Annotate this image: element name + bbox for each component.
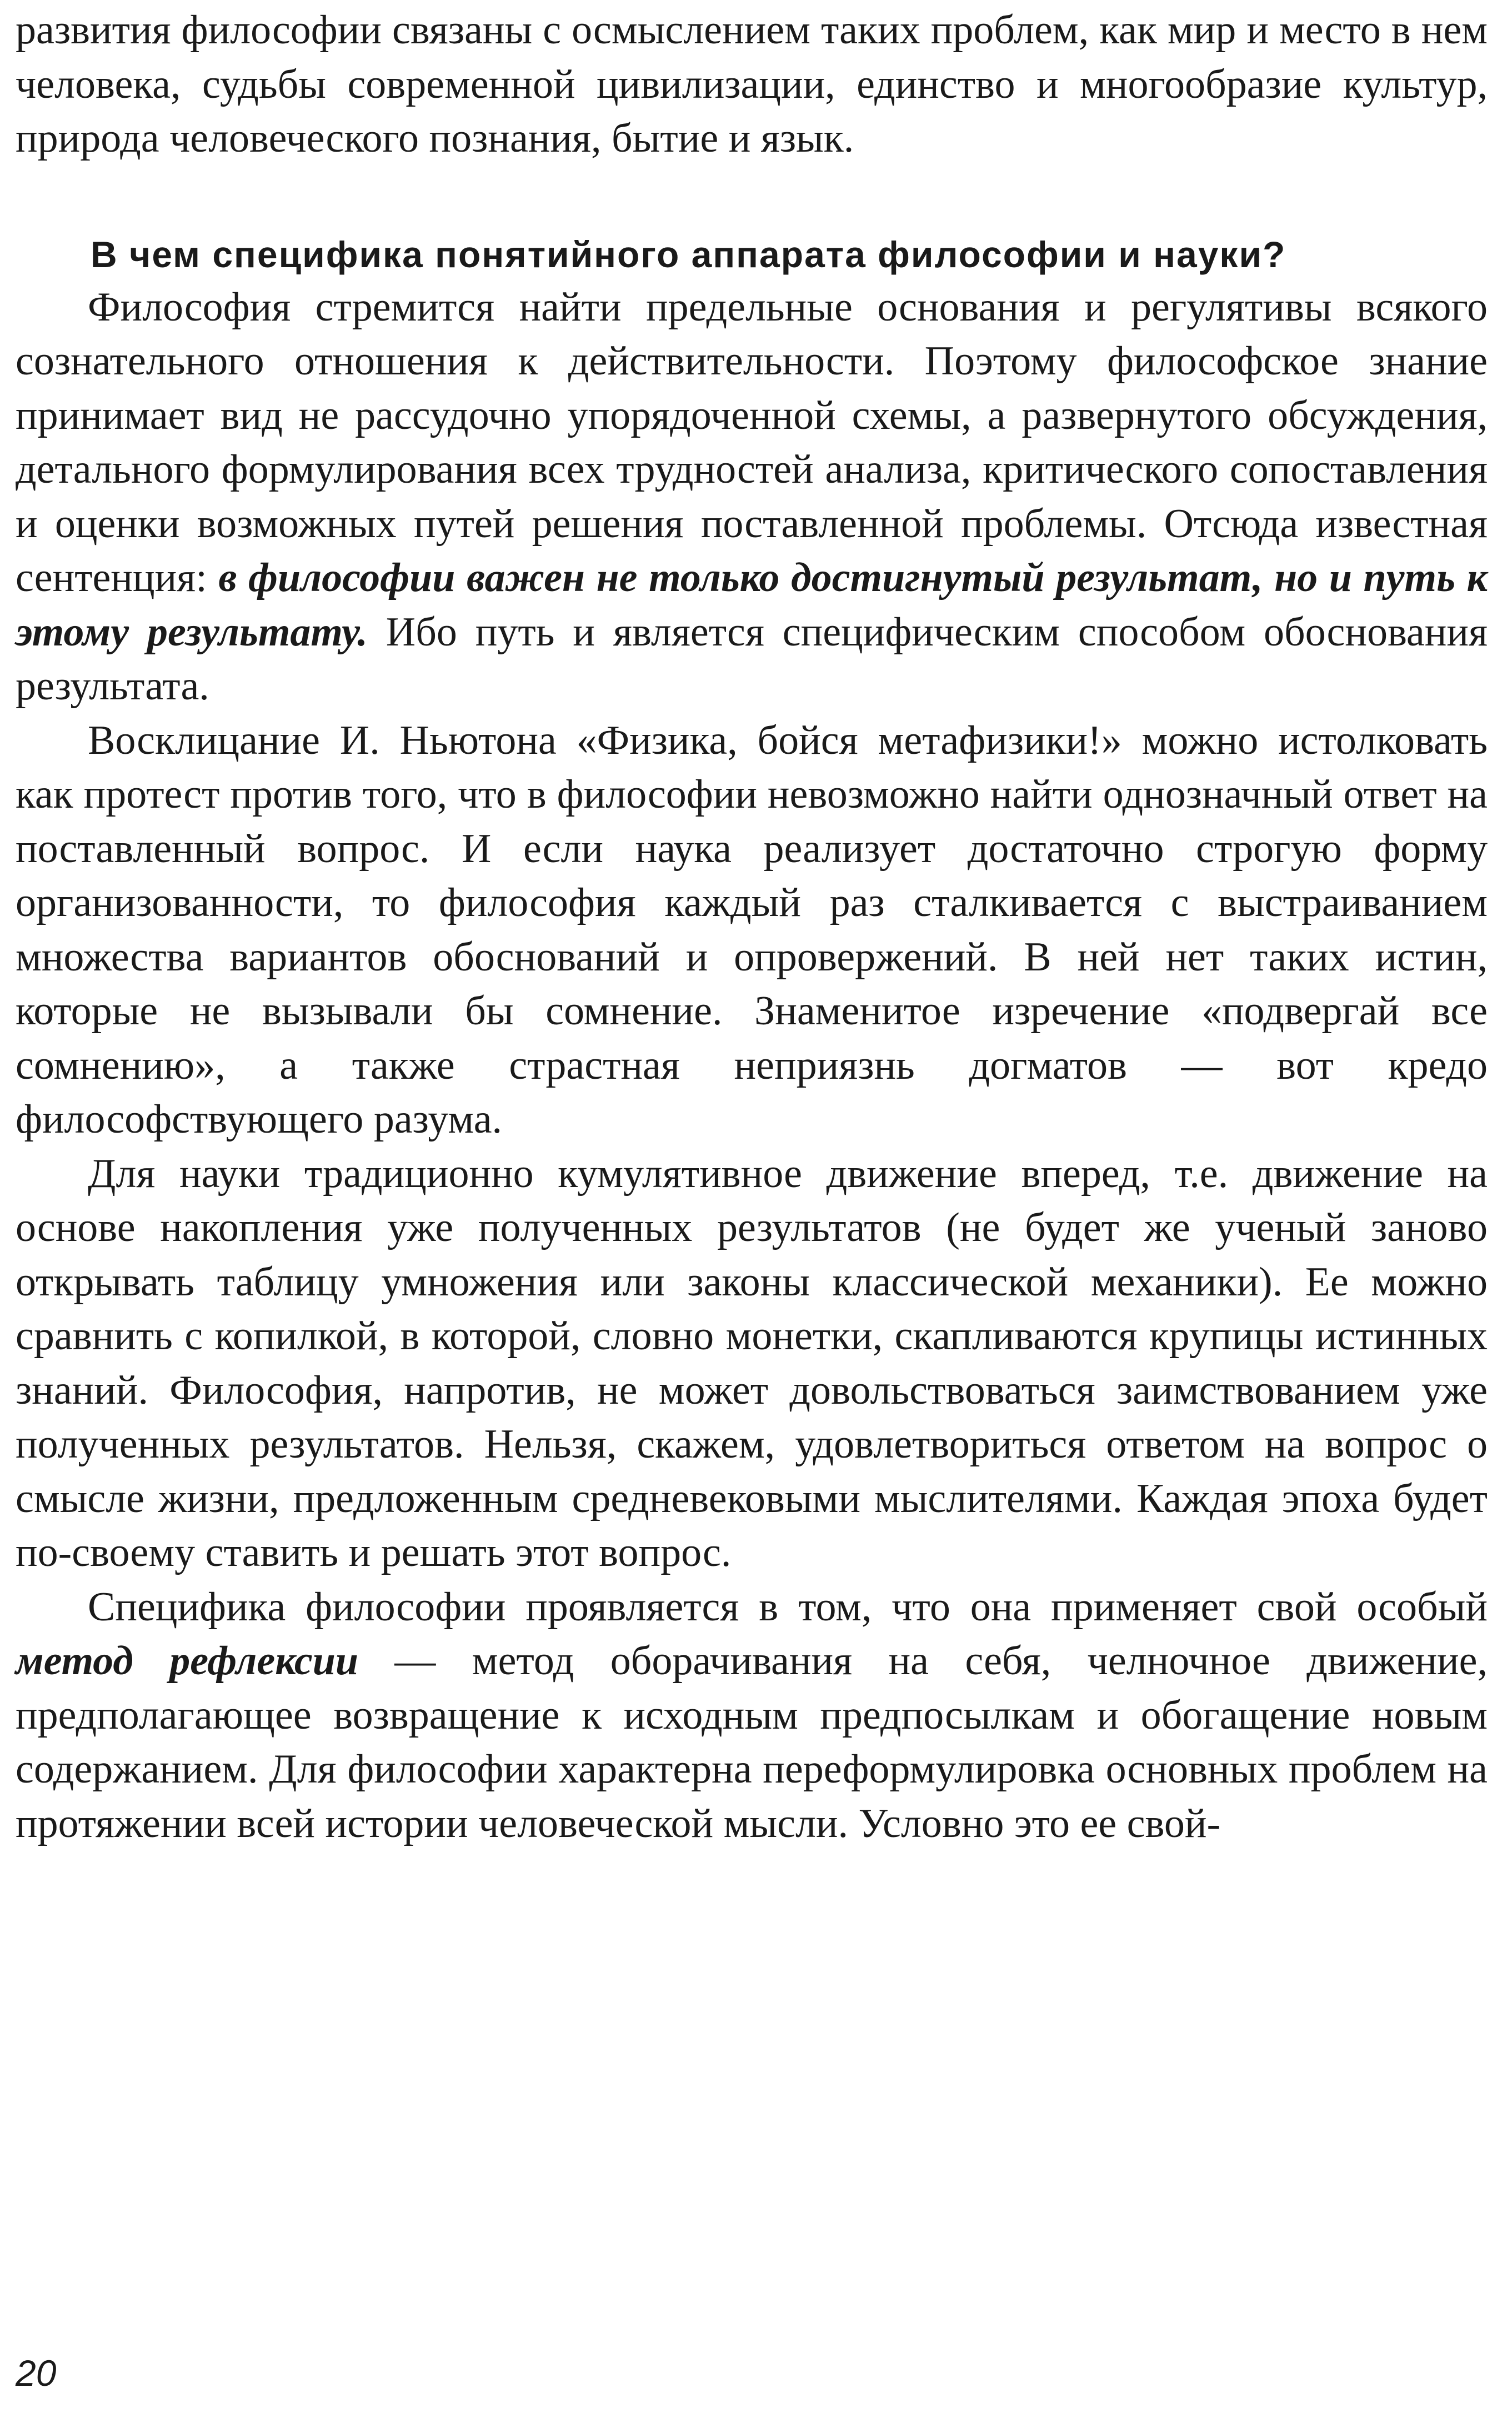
- paragraph-4-text-before: Специфика философии проявляется в том, что она применяет свой особый: [88, 1584, 1488, 1630]
- paragraph-1-text-after: Ибо путь и является специфическим способом обоснования результата.: [16, 609, 1488, 709]
- paragraph-1-emphasis: в философии важен не только достигнутый результат, но и путь к этому результату.: [16, 555, 1488, 655]
- page-number: 20: [16, 2352, 57, 2394]
- paragraph-2-text: Восклицание И. Ньютона «Физика, бойся метафизики!» можно истолковать как протест против того, что в философии невозможно найти однозначный ответ на поставленный вопрос. И если наука реализует достаточно строгую форму организованности, то философия каждый раз сталкивается с выстраиванием множества вариантов обоснований и опровержений. В ней нет таких истин, которые не вызывали бы сомнение. Знаменитое изречение «подвергай все сомнению», а также страстная неприязнь догматов — вот кредо философствующего разума.: [16, 717, 1488, 1142]
- paragraph-1-text-before: Философия стремится найти предельные основания и регулятивы всякого сознательного отношения к действительности. Поэтому философское знание принимает вид не рассудочно упорядоченной схемы, а развернутого обсуждения, детального формулирования всех трудностей анализа, критического сопоставления и оценки возможных путей решения поставленной проблемы. Отсюда известная сентенция:: [16, 284, 1488, 600]
- paragraph-4: [16, 1580, 1488, 1851]
- section-heading: [16, 232, 1488, 277]
- paragraph-2: [16, 714, 1488, 1147]
- paragraph-3-text: Для науки традиционно кумулятивное движение вперед, т.е. движение на основе накопления уже полученных результатов (не будет же ученый заново открывать таблицу умножения или законы классической механики). Ее можно сравнить с копилкой, в которой, словно монетки, скапливаются крупицы истинных знаний. Философия, напротив, не может довольствоваться заимствованием уже полученных результатов. Нельзя, скажем, удовлетвориться ответом на вопрос о смысле жизни, предложенным средневековыми мыслителями. Каждая эпоха будет по-своему ставить и решать этот вопрос.: [16, 1150, 1488, 1575]
- section-heading-text: В чем специфика понятийного аппарата философии и науки?: [91, 233, 1286, 275]
- paragraph-4-text-after: — метод оборачивания на себя, челночное движение, предполагающее возвращение к исходным предпосылкам и обогащение новым содержанием. Для философии характерна переформулировка основных проблем на протяжении всей истории человеческой мысли. Условно это ее свой-: [16, 1638, 1488, 1846]
- paragraph-4-emphasis: метод рефлексии: [16, 1638, 359, 1684]
- intro-paragraph: [16, 3, 1488, 166]
- paragraph-1: [16, 281, 1488, 714]
- book-page: [16, 0, 1488, 2413]
- intro-text: развития философии связаны с осмыслением таких проблем, как мир и место в нем человека, судьбы современной цивилизации, единство и многообразие культур, природа человеческого познания, бытие и язык.: [16, 7, 1488, 161]
- paragraph-3: [16, 1147, 1488, 1580]
